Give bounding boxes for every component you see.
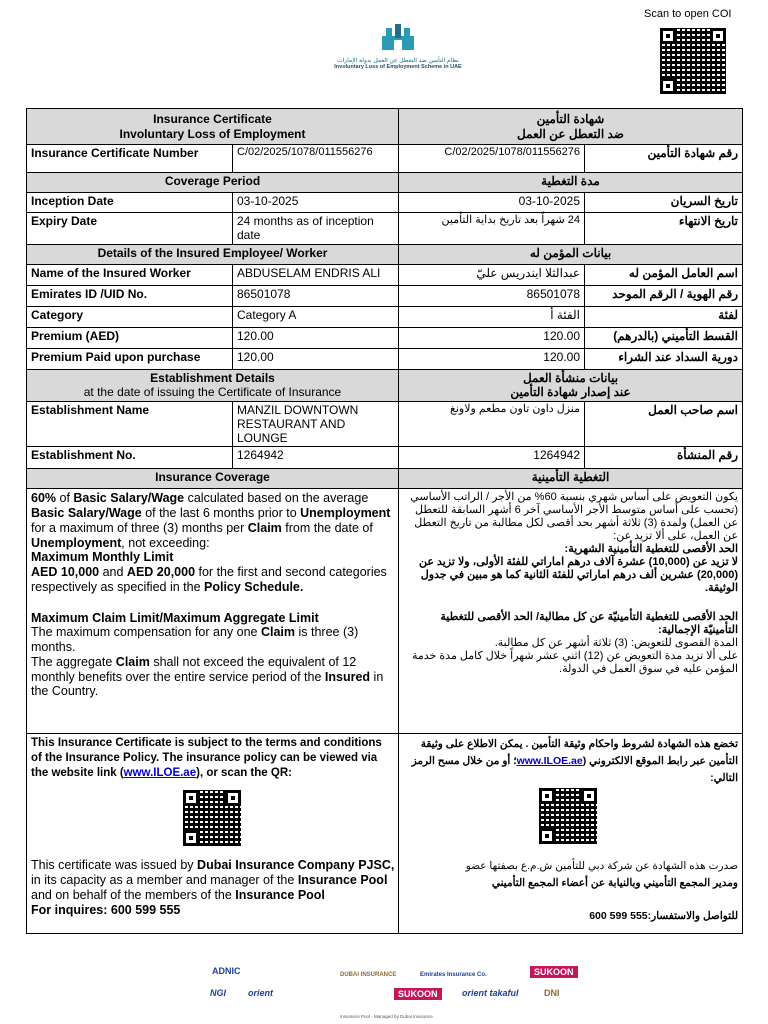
max-claim-limit-heading-ar: الحد الأقصى للتغطية التأمينيّة عن كل مطالبة/ الحد الأقصى للتغطية التأمينيّة الإجمالية: (440, 611, 739, 637)
coverage-para-2-ar: لا تزيد عن (10,000) عشرة آلاف درهم اماراتي للفئة الأولى، ولا تزيد عن (20,000) عشرين ألف درهم اماراتي للفئة الثانية كما هو مبين في جدول الوثيقة. (419, 556, 739, 595)
title-english (27, 109, 399, 145)
establishment-name-label-ar: اسم صاحب العمل (585, 402, 743, 447)
sukoon-logo-1: SUKOON (530, 966, 578, 978)
insured-header: Details of the Insured Employee/ Worker (27, 245, 399, 265)
emirates-id-value-ar: 86501078 (399, 286, 585, 307)
logo-arabic-text: نظام التأمين ضد التعطل عن العمل بدولة الإمارات (336, 58, 460, 64)
establishment-header-line2: at the date of issuing the Certificate of Insurance (83, 385, 342, 400)
establishment-name-value-ar: منزل داون تاون مطعم ولاونغ (399, 402, 585, 447)
category-label: Category (27, 307, 233, 328)
max-monthly-limit-heading-ar: الحد الأقصى للتغطية التأمينية الشهرية: (564, 543, 739, 556)
establishment-header-ar-line2: عند إصدار شهادة التأمين (510, 385, 631, 400)
category-label-ar: لفئة (585, 307, 743, 328)
worker-name-value-ar: عبدالثلا ايندريس عليّ (399, 265, 585, 286)
issued-by-ar-line2: ومدير المجمع التأميني وبالنيابة عن أعضاء المجمع التأميني (491, 877, 739, 890)
policy-qr-code-en[interactable] (183, 790, 241, 846)
coverage-body-ar (399, 489, 743, 734)
inquiries-ar: للتواصل والاستفسار:555 599 600 (589, 910, 739, 923)
dni-logo: DNI (544, 988, 560, 998)
premium-value: 120.00 (233, 328, 399, 349)
emirates-insurance-logo: Emirates Insurance Co. (420, 972, 487, 978)
cert-number-label-ar: رقم شهادة التأمين (585, 145, 743, 173)
orient-takaful-logo: orient takaful (462, 988, 519, 998)
establishment-header-ar-line1: بيانات منشأة العمل (522, 371, 619, 385)
coverage-period-header-ar: مدة التغطية (399, 173, 743, 193)
cert-number-label: Insurance Certificate Number (27, 145, 233, 173)
coverage-para-1: 60% of Basic Salary/Wage calculated based on the average Basic Salary/Wage of the last 6 months prior to Unemployment for a maximum of three (3) months per Claim from the date of Unemployment, not exceeding: (31, 491, 391, 550)
adnic-logo: ADNIC (212, 966, 241, 976)
coverage-para-4: The aggregate Claim shall not exceed the equivalent of 12 monthly benefits over the entire service period of the Insured in the Country. (31, 654, 384, 699)
worker-name-value: ABDUSELAM ENDRIS ALI (233, 265, 399, 286)
establishment-no-value-ar: 1264942 (399, 447, 585, 469)
inception-label: Inception Date (27, 193, 233, 213)
terms-ar (399, 734, 743, 934)
cert-number-value-en: C/02/2025/1078/011556276 (233, 145, 399, 173)
iloe-logo (318, 22, 478, 86)
logo-english-text: Involuntary Loss of Employment Scheme in UAE (334, 64, 462, 70)
pool-note: Insurance Pool - Managed by Dubai Insurance (340, 1014, 433, 1019)
premium-paid-label: Premium Paid upon purchase (27, 349, 233, 370)
worker-name-label-ar: اسم العامل المؤمن له (585, 265, 743, 286)
certificate-table (26, 108, 743, 934)
establishment-no-label: Establishment No. (27, 447, 233, 469)
worker-name-label: Name of the Insured Worker (27, 265, 233, 286)
premium-paid-value: 120.00 (233, 349, 399, 370)
inception-label-ar: تاريخ السريان (585, 193, 743, 213)
premium-paid-value-ar: 120.00 (399, 349, 585, 370)
emirates-id-label: Emirates ID /UID No. (27, 286, 233, 307)
expiry-label: Expiry Date (27, 213, 233, 245)
orient-logo: orient (248, 988, 274, 998)
title-arabic (399, 109, 743, 145)
expiry-value: 24 months as of inception date (233, 213, 399, 245)
coverage-header-ar: التغطية التأمينية (399, 469, 743, 489)
max-monthly-limit-heading: Maximum Monthly Limit (31, 550, 174, 565)
policy-qr-code-ar[interactable] (539, 788, 597, 844)
establishment-no-label-ar: رقم المنشأة (585, 447, 743, 469)
max-claim-limit-heading: Maximum Claim Limit/Maximum Aggregate Limit (31, 610, 319, 625)
establishment-no-value: 1264942 (233, 447, 399, 469)
category-value-ar: الفئة أ (399, 307, 585, 328)
establishment-name-label: Establishment Name (27, 402, 233, 447)
inquiries-en: For inquires: 600 599 555 (31, 903, 181, 918)
coverage-para-2: AED 10,000 and AED 20,000 for the first and second categories respectively as specified in the Policy Schedule. (31, 565, 387, 594)
title-ar-line2: ضد التعطل عن العمل (517, 126, 624, 141)
category-value: Category A (233, 307, 399, 328)
premium-paid-label-ar: دورية السداد عند الشراء (585, 349, 743, 370)
header-qr-code[interactable] (660, 28, 726, 94)
coverage-body-en (27, 489, 399, 734)
coverage-para-1-ar: يكون التعويض على أساس شهري بنسبة 60% من الأجر / الراتب الأساسي (تحسب على أساس متوسط الأجر الأساسي آخر 6 أشهر السابقة للتعطل عن العمل) ولمدة (3) ثلاثة أشهر بحد أقصى لكل مطالبة من تاريخ التعطل عن العمل، على ألا تزيد عن: (410, 491, 739, 543)
iloe-logo-icon (374, 22, 422, 52)
scan-label: Scan to open COI (644, 8, 732, 20)
insurer-logos (200, 962, 580, 1024)
issued-by-en: This certificate was issued by Dubai Insurance Company PJSC, in its capacity as a member and manager of the Insurance Pool and on behalf of the members of the Insurance Pool For inquires: 600 599 555 (31, 858, 398, 918)
terms-text-ar: تخضع هذه الشهادة لشروط واحكام وثيقة التأمين . يمكن الاطلاع على وثيقة التأمين عبر رابط الموقع الالكتروني (www.ILOE.ae؛ أو من خلال مسح الرمز التالي: (411, 738, 739, 785)
expiry-label-ar: تاريخ الانتهاء (585, 213, 743, 245)
title-ar-line1: شهادة التأمين (536, 112, 605, 127)
issued-by-ar-line1: صدرت هذه الشهادة عن شركة دبي للتأمين ش.م.ع بصفتها عضو (465, 860, 739, 873)
establishment-name-value: MANZIL DOWNTOWN RESTAURANT AND LOUNGE (233, 402, 399, 447)
establishment-header-ar (399, 370, 743, 402)
iloe-link-ar[interactable]: www.ILOE.ae (516, 755, 583, 768)
dubai-insurance-logo: DUBAI INSURANCE (340, 972, 397, 978)
coverage-period-header: Coverage Period (27, 173, 399, 193)
cert-number-value-ar: C/02/2025/1078/011556276 (399, 145, 585, 173)
sukoon-logo-2: SUKOON (394, 988, 442, 1000)
iloe-link-en[interactable]: www.ILOE.ae (123, 767, 197, 780)
terms-text-en: This Insurance Certificate is subject to the terms and conditions of the Insurance Policy. The insurance policy can be viewed via the website link (www.ILOE.ae), or scan the QR: (31, 737, 382, 780)
establishment-header (27, 370, 399, 402)
emirates-id-label-ar: رقم الهوية / الرقم الموحد (585, 286, 743, 307)
coverage-para-4-ar: على ألا تزيد مدة التعويض عن (12) اثني عشر شهراً خلال كامل مدة خدمة المؤمن عليه في سوق العمل في الدولة. (411, 650, 739, 676)
coverage-para-3-ar: المدة القصوى للتعويض: (3) ثلاثة أشهر عن كل مطالبة. (494, 637, 739, 650)
expiry-value-ar: 24 شهراً بعد تاريخ بداية التأمين (399, 213, 585, 245)
inception-value: 03-10-2025 (233, 193, 399, 213)
title-en-line1: Insurance Certificate (153, 112, 272, 127)
insured-header-ar: بيانات المؤمن له (399, 245, 743, 265)
premium-label-ar: القسط التأميني (بالدرهم) (585, 328, 743, 349)
title-en-line2: Involuntary Loss of Employment (119, 126, 306, 141)
issued-by-ar (408, 858, 738, 924)
emirates-id-value: 86501078 (233, 286, 399, 307)
premium-label: Premium (AED) (27, 328, 233, 349)
terms-en (27, 734, 399, 934)
premium-value-ar: 120.00 (399, 328, 585, 349)
inception-value-ar: 03-10-2025 (399, 193, 585, 213)
establishment-header-line1: Establishment Details (150, 371, 275, 385)
coverage-para-3: The maximum compensation for any one Claim is three (3) months. (31, 625, 359, 655)
ngi-logo: NGI (210, 988, 227, 998)
coverage-header: Insurance Coverage (27, 469, 399, 489)
